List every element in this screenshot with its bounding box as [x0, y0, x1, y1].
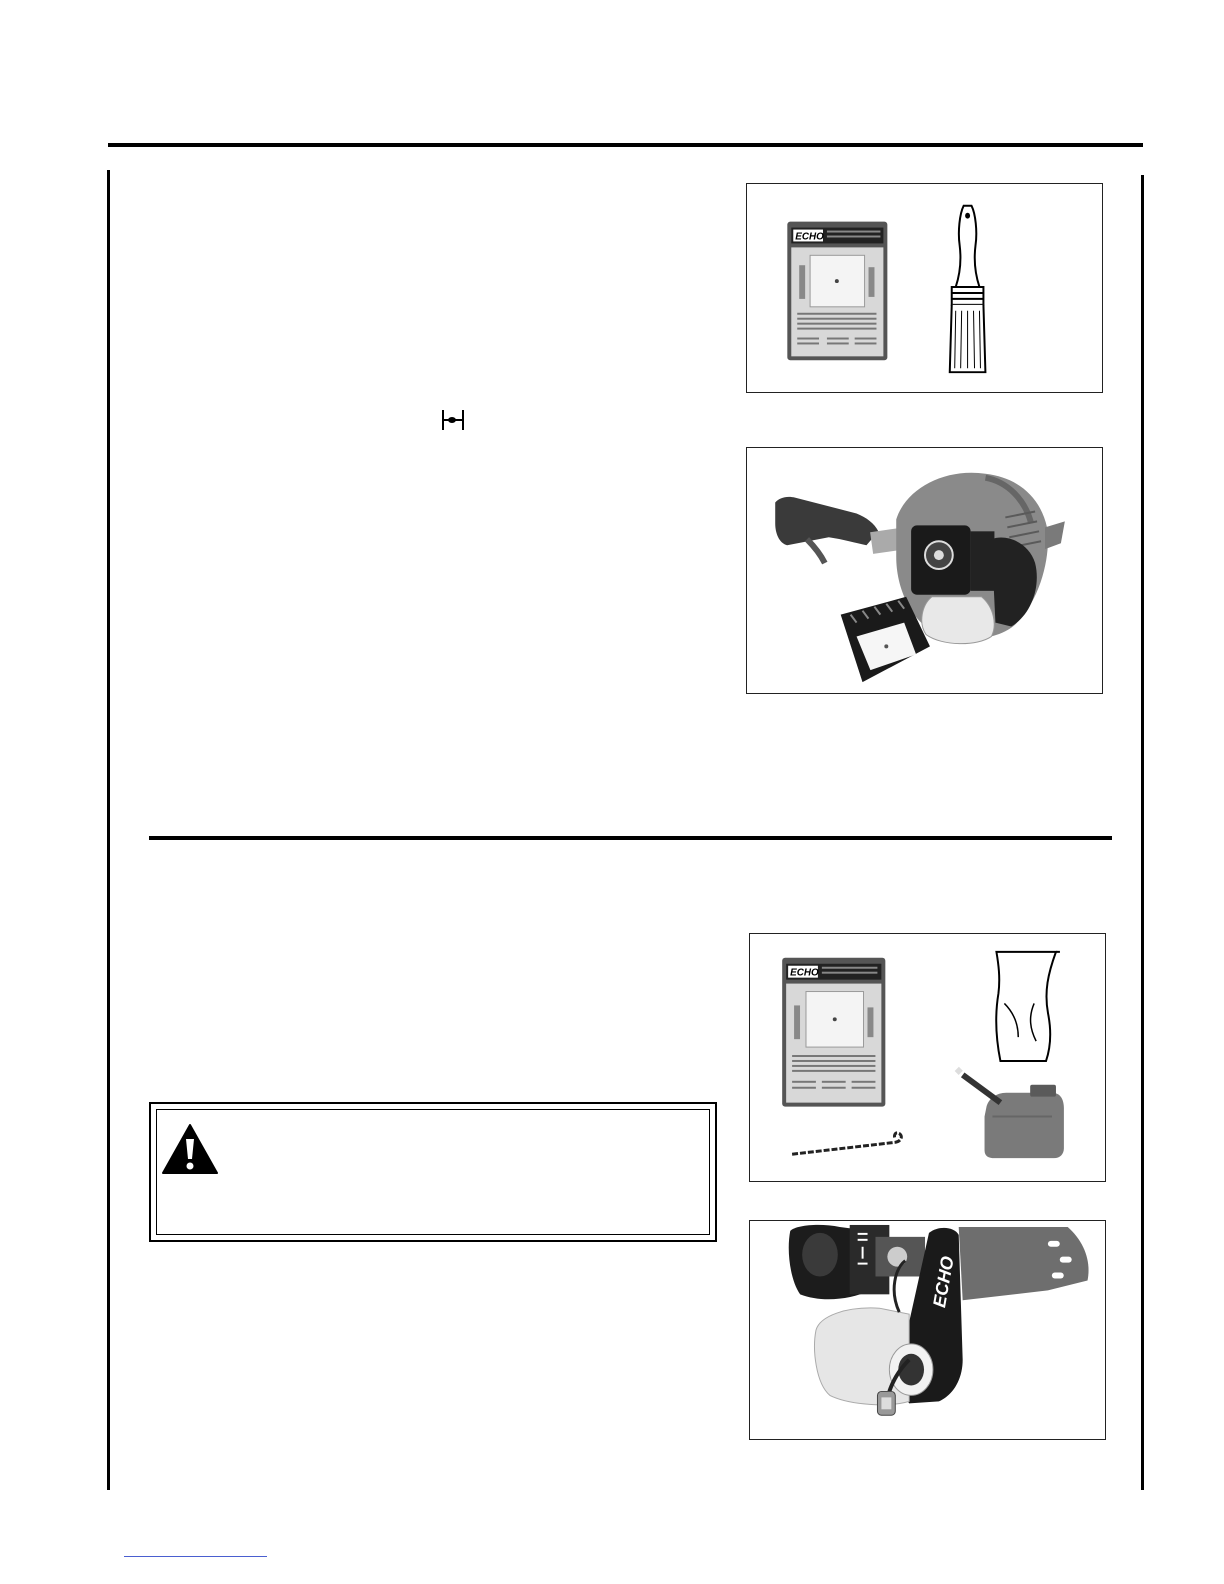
air-filter-removal-photo [747, 448, 1102, 693]
fuel-filter-removal-photo [750, 1221, 1105, 1439]
choke-position-icon [440, 408, 466, 432]
recoil-cover-logo-text: ECHO [929, 1254, 958, 1309]
top-rule [108, 143, 1143, 147]
cleaning-brush-drawing [950, 206, 986, 372]
maintenance-kit-package [782, 958, 885, 1107]
kit-logo-text: ECHO [790, 967, 819, 979]
right-margin-bar [1141, 175, 1144, 1490]
warning-triangle-icon [161, 1123, 219, 1175]
footer-link-underline[interactable] [124, 1556, 267, 1557]
fuel-filter-tools-illustration [750, 934, 1105, 1181]
maintenance-kit-package [787, 222, 887, 361]
wire-hook-tool [792, 1133, 901, 1154]
figure-kit-and-brush [746, 183, 1103, 393]
warning-box [149, 1102, 717, 1242]
figure-air-filter-removal [746, 447, 1103, 694]
warning-inner-frame [156, 1109, 710, 1235]
left-margin-bar [107, 170, 110, 1490]
fuel-can-photo [957, 1069, 1064, 1158]
section-divider [149, 836, 1112, 840]
figure-fuel-filter-tools [749, 933, 1106, 1182]
cleaning-rag-drawing [996, 952, 1060, 1061]
kit-logo-text: ECHO [795, 231, 824, 243]
figure-fuel-filter-removal [749, 1220, 1106, 1440]
kit-and-brush-illustration [747, 184, 1102, 392]
